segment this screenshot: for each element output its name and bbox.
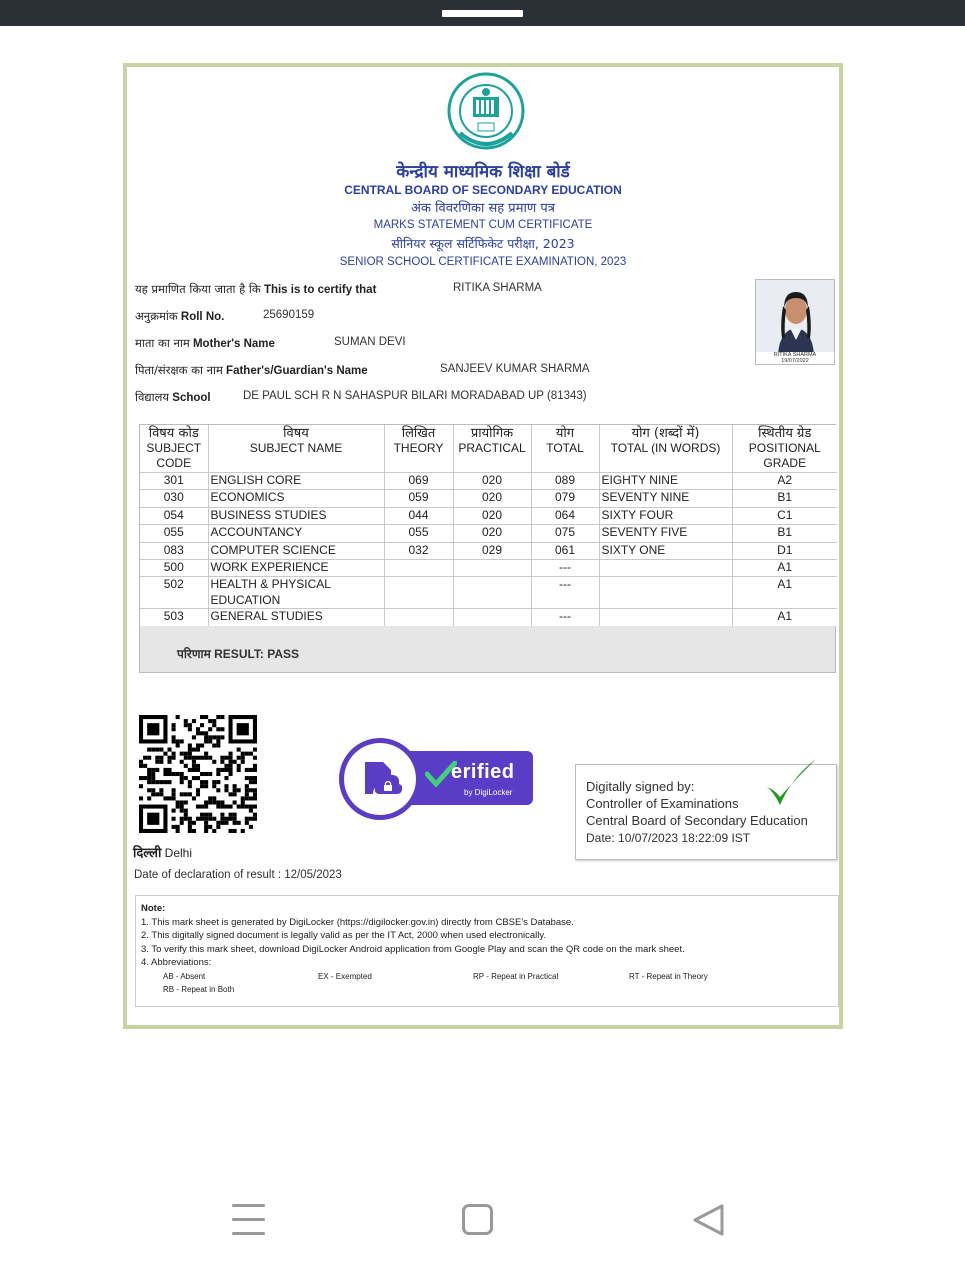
- cell-practical: 029: [453, 542, 531, 559]
- cell-subject: COMPUTER SCIENCE: [208, 542, 384, 559]
- board-name-hindi: केन्द्रीय माध्यमिक शिक्षा बोर्ड: [396, 162, 570, 182]
- header-total: योग TOTAL: [531, 425, 599, 473]
- exam-title-hindi: सीनियर स्कूल सर्टिफिकेट परीक्षा, 2023: [391, 236, 575, 251]
- result-label: परिणाम RESULT: PASS: [177, 647, 300, 661]
- abbr-ab: AB - Absent: [163, 971, 206, 981]
- table-row: [140, 525, 837, 542]
- digital-signature-box[interactable]: [575, 764, 837, 860]
- marks-statement-document: [123, 63, 843, 1029]
- cell-words: [599, 559, 732, 576]
- cell-code: 030: [140, 490, 208, 507]
- cell-grade: B1: [732, 490, 837, 507]
- header-subject-name: विषय SUBJECT NAME: [208, 425, 384, 473]
- cell-subject: ENGLISH CORE: [208, 473, 384, 490]
- status-bar: [0, 0, 965, 26]
- cell-theory: 032: [384, 542, 453, 559]
- cell-code: 502: [140, 577, 208, 609]
- cell-total: ---: [531, 577, 599, 609]
- student-photo-image: [756, 280, 835, 354]
- school-line: विद्यालय School DE PAUL SCH R N SAHASPUR BILARI MORADABAD UP (81343): [135, 390, 587, 404]
- notes-title: Note:: [141, 903, 166, 914]
- table-row: [140, 609, 837, 626]
- note-3: 3. To verify this mark sheet, download DigiLocker Android application from Google Play and scan the QR code on the mark sheet.: [141, 943, 685, 955]
- sig-date: Date: 10/07/2023 18:22:09 IST: [586, 831, 751, 845]
- cell-practical: 020: [453, 473, 531, 490]
- mother-name: SUMAN DEVI: [334, 336, 406, 348]
- note-2: 2. This digitally signed document is legally valid as per the IT Act, 2000 when used electronically.: [141, 930, 547, 941]
- cell-grade: A1: [732, 577, 837, 609]
- mother-name-line: माता का नाम Mother's Name SUMAN DEVI: [135, 336, 406, 350]
- note-1: 1. This mark sheet is generated by DigiLocker (https://digilocker.gov.in) directly from CBSE's Database.: [141, 916, 574, 928]
- cell-theory: [384, 577, 453, 609]
- cell-subject: BUSINESS STUDIES: [208, 507, 384, 524]
- cell-theory: [384, 609, 453, 626]
- cbse-emblem-logo: [446, 71, 526, 159]
- sig-line-3: Central Board of Secondary Education: [586, 813, 808, 828]
- cell-practical: 020: [453, 507, 531, 524]
- father-name: SANJEEV KUMAR SHARMA: [440, 363, 590, 375]
- cell-words: [599, 609, 732, 626]
- cell-total: ---: [531, 609, 599, 626]
- cell-code: 503: [140, 609, 208, 626]
- cell-theory: 044: [384, 507, 453, 524]
- cell-subject: GENERAL STUDIES: [208, 609, 384, 626]
- cell-code: 083: [140, 542, 208, 559]
- table-row: [140, 577, 837, 609]
- cell-total: 089: [531, 473, 599, 490]
- abbr-ex: EX - Exempted: [318, 971, 372, 981]
- table-row: [140, 507, 837, 524]
- header-theory: लिखित THEORY: [384, 425, 453, 473]
- verified-label: erified: [451, 761, 515, 783]
- place-of-issue: दिल्ली Delhi: [133, 846, 193, 861]
- certify-line: यह प्रमाणित किया जाता है कि This is to certify that RITIKA SHARMA: [135, 282, 542, 296]
- cell-grade: C1: [732, 507, 837, 524]
- cell-practical: 020: [453, 525, 531, 542]
- cell-practical: [453, 577, 531, 609]
- school-name: DE PAUL SCH R N SAHASPUR BILARI MORADABAD UP (81343): [243, 390, 587, 402]
- student-photo: [755, 279, 835, 365]
- abbr-rp: RP - Repeat in Practical: [473, 971, 559, 981]
- cell-total: 061: [531, 542, 599, 559]
- statement-title-english: MARKS STATEMENT CUM CERTIFICATE: [373, 219, 593, 231]
- cell-subject: ACCOUNTANCY: [208, 525, 384, 542]
- marks-table: [140, 425, 837, 626]
- qr-code[interactable]: [139, 715, 257, 833]
- cell-practical: [453, 609, 531, 626]
- note-4: 4. Abbreviations:: [141, 957, 212, 968]
- digilocker-verified-badge: [339, 738, 533, 820]
- header-total-words: योग (शब्दों में) TOTAL (IN WORDS): [599, 425, 732, 473]
- cell-grade: A1: [732, 609, 837, 626]
- sig-line-1: Digitally signed by:: [586, 779, 695, 794]
- table-row: [140, 490, 837, 507]
- table-row: [140, 542, 837, 559]
- cell-words: EIGHTY NINE: [599, 473, 732, 490]
- back-icon[interactable]: [692, 1203, 726, 1237]
- father-name-line: पिता/संरक्षक का नाम Father's/Guardian's Name SANJEEV KUMAR SHARMA: [135, 363, 590, 377]
- verified-by-label: by DigiLocker: [464, 788, 513, 797]
- exam-title-english: SENIOR SCHOOL CERTIFICATE EXAMINATION, 2023: [339, 256, 627, 268]
- cell-theory: 055: [384, 525, 453, 542]
- cell-subject: ECONOMICS: [208, 490, 384, 507]
- notes-box: [135, 895, 839, 1007]
- home-icon[interactable]: [462, 1204, 493, 1235]
- menu-icon[interactable]: [232, 1204, 265, 1237]
- table-row: [140, 559, 837, 576]
- cell-grade: B1: [732, 525, 837, 542]
- cell-code: 055: [140, 525, 208, 542]
- header-grade: स्थितीय ग्रेड POSITIONAL GRADE: [748, 426, 821, 470]
- cell-grade: D1: [732, 542, 837, 559]
- abbreviations-row-2: [141, 983, 833, 996]
- board-name-english: CENTRAL BOARD OF SECONDARY EDUCATION: [344, 183, 622, 197]
- cell-words: [599, 577, 732, 609]
- declaration-date: Date of declaration of result : 12/05/2023: [134, 869, 342, 881]
- cell-words: SIXTY FOUR: [599, 507, 732, 524]
- cell-total: 079: [531, 490, 599, 507]
- cell-grade: A2: [732, 473, 837, 490]
- cell-theory: 059: [384, 490, 453, 507]
- cell-theory: 069: [384, 473, 453, 490]
- roll-number-line: अनुक्रमांक Roll No. 25690159: [135, 309, 315, 323]
- cell-code: 500: [140, 559, 208, 576]
- abbreviations-row-1: [141, 970, 833, 983]
- cell-subject: HEALTH & PHYSICAL EDUCATION: [208, 577, 384, 609]
- cell-total: ---: [531, 559, 599, 576]
- cell-words: SIXTY ONE: [599, 542, 732, 559]
- cell-total: 064: [531, 507, 599, 524]
- signature-valid-check-icon: [760, 755, 820, 815]
- marks-table-panel: [139, 424, 836, 673]
- cell-theory: [384, 559, 453, 576]
- abbr-rb: RB - Repeat in Both: [163, 984, 235, 994]
- header-subject-code: विषय कोड SUBJECT CODE: [140, 425, 208, 473]
- cell-subject: WORK EXPERIENCE: [208, 559, 384, 576]
- roll-number: 25690159: [263, 309, 315, 321]
- cell-total: 075: [531, 525, 599, 542]
- table-row: [140, 473, 837, 490]
- student-name: RITIKA SHARMA: [453, 282, 542, 294]
- drag-handle[interactable]: [442, 10, 523, 17]
- cell-code: 054: [140, 507, 208, 524]
- header-practical: प्रायोगिक PRACTICAL: [453, 425, 531, 473]
- cell-practical: [453, 559, 531, 576]
- photo-caption: RITIKA SHARMA 19/07/2022: [756, 352, 834, 364]
- cell-practical: 020: [453, 490, 531, 507]
- cell-words: SEVENTY FIVE: [599, 525, 732, 542]
- abbr-rt: RT - Repeat in Theory: [629, 971, 708, 981]
- cell-grade: A1: [732, 559, 837, 576]
- cell-code: 301: [140, 473, 208, 490]
- document-cloud-icon: [357, 756, 403, 802]
- sig-line-2: Controller of Examinations: [586, 796, 739, 811]
- statement-title-hindi: अंक विवरणिका सह प्रमाण पत्र: [411, 201, 555, 216]
- cell-words: SEVENTY NINE: [599, 490, 732, 507]
